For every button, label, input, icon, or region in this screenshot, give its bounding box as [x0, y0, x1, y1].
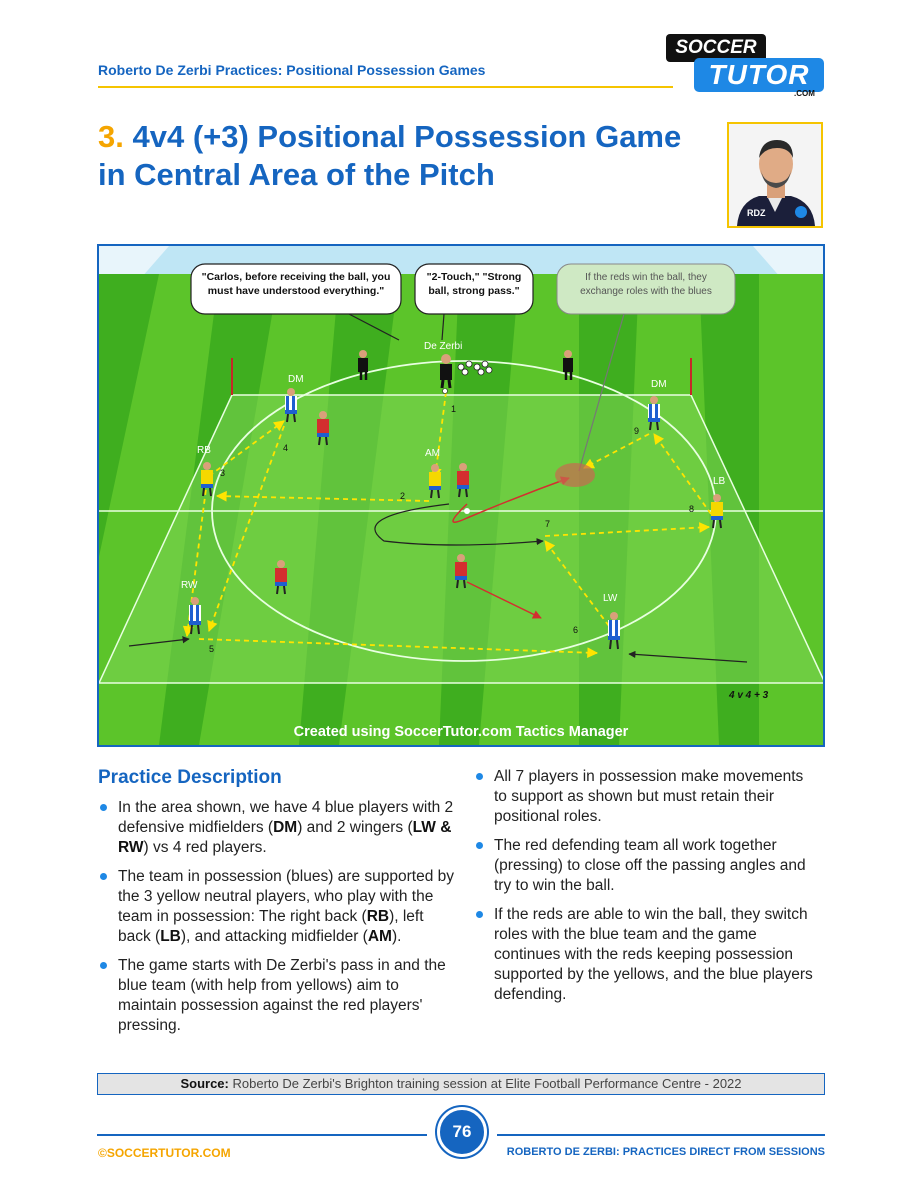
pass-number: 4: [283, 443, 289, 453]
portrait-badge: RDZ: [747, 208, 766, 218]
label-am: AM: [425, 448, 440, 459]
pass-number: 8: [689, 504, 695, 514]
logo-soccer-word: SOCCER: [666, 34, 766, 62]
page-title: [98, 118, 718, 194]
pass-number: 5: [209, 644, 215, 654]
bubble-text-instructions: "2-Touch," "Strong ball, strong pass.": [426, 271, 522, 297]
ball-win-zone: [555, 463, 595, 487]
coach-label: De Zerbi: [424, 341, 463, 352]
list-item: If the reds are able to win the ball, they switch roles with the blue team and the game continues with the reds keeping possession supported by the yellows, and the blue players defending.: [474, 905, 819, 1005]
label-dm-left: DM: [288, 374, 304, 385]
footer-book-title: ROBERTO DE ZERBI: PRACTICES DIRECT FROM SESSIONS: [506, 1146, 825, 1158]
logo-tutor-word: TUTOR: [694, 58, 824, 92]
tactics-diagram: [97, 244, 825, 747]
pass-number: 1: [451, 404, 457, 414]
header-rule: [98, 86, 673, 88]
source-note: [97, 1073, 825, 1095]
soccertutor-logo: [666, 34, 826, 98]
label-lw: LW: [603, 593, 618, 604]
page-number: 76: [437, 1107, 487, 1157]
list-item: All 7 players in possession make movements to support as shown but must retain their positional roles.: [474, 767, 819, 827]
title-line-2: in Central Area of the Pitch: [98, 157, 495, 192]
footer-rule-right: [497, 1134, 825, 1136]
label-rb: RB: [197, 445, 211, 456]
list-item: In the area shown, we have 4 blue players with 2 defensive midfielders (DM) and 2 wingers (LW & RW) vs 4 red players.: [98, 798, 458, 858]
logo-com-suffix: .COM: [794, 89, 815, 98]
diagram-credit: Created using SoccerTutor.com Tactics Manager: [293, 724, 629, 740]
pass-number: 6: [573, 625, 579, 635]
coach-portrait: [727, 122, 823, 228]
list-item: The red defending team all work together (pressing) to close off the passing angles and try to win the ball.: [474, 836, 819, 896]
bubble-text-roles: If the reds win the ball, they exchange roles with the blues: [580, 272, 712, 297]
label-rw: RW: [181, 580, 198, 591]
footer-copyright: ©SOCCERTUTOR.COM: [98, 1146, 231, 1160]
source-label: Source:: [180, 1076, 229, 1091]
format-label: 4 v 4 + 3: [729, 690, 769, 701]
footer-rule-left: [97, 1134, 427, 1136]
match-ball: [443, 389, 448, 394]
source-text: Roberto De Zerbi's Brighton training session at Elite Football Performance Centre - 2022: [232, 1076, 742, 1091]
title-line-1: 4v4 (+3) Positional Possession Game: [132, 119, 682, 154]
description-list-right: [474, 767, 819, 1014]
description-list-left: [98, 798, 458, 1045]
pass-number: 3: [220, 468, 226, 478]
title-number: 3.: [98, 119, 124, 154]
label-dm-right: DM: [651, 379, 667, 390]
pass-number: 7: [545, 519, 551, 529]
running-header: Roberto De Zerbi Practices: Positional Possession Games: [98, 62, 486, 78]
list-item: The game starts with De Zerbi's pass in and the blue team (with help from yellows) aim to maintain possession against the red players' pressing.: [98, 956, 458, 1036]
bubble-text-carlos: "Carlos, before receiving the ball, you must have understood everything.": [201, 271, 391, 297]
pass-number: 2: [400, 491, 406, 501]
list-item: The team in possession (blues) are supported by the 3 yellow neutral players, who play with the team in possession: The right back (RB), left back (LB), and attacking midfielder (AM).: [98, 867, 458, 947]
pass-number: 9: [634, 426, 640, 436]
section-heading: Practice Description: [98, 767, 282, 788]
label-lb: LB: [713, 476, 726, 487]
